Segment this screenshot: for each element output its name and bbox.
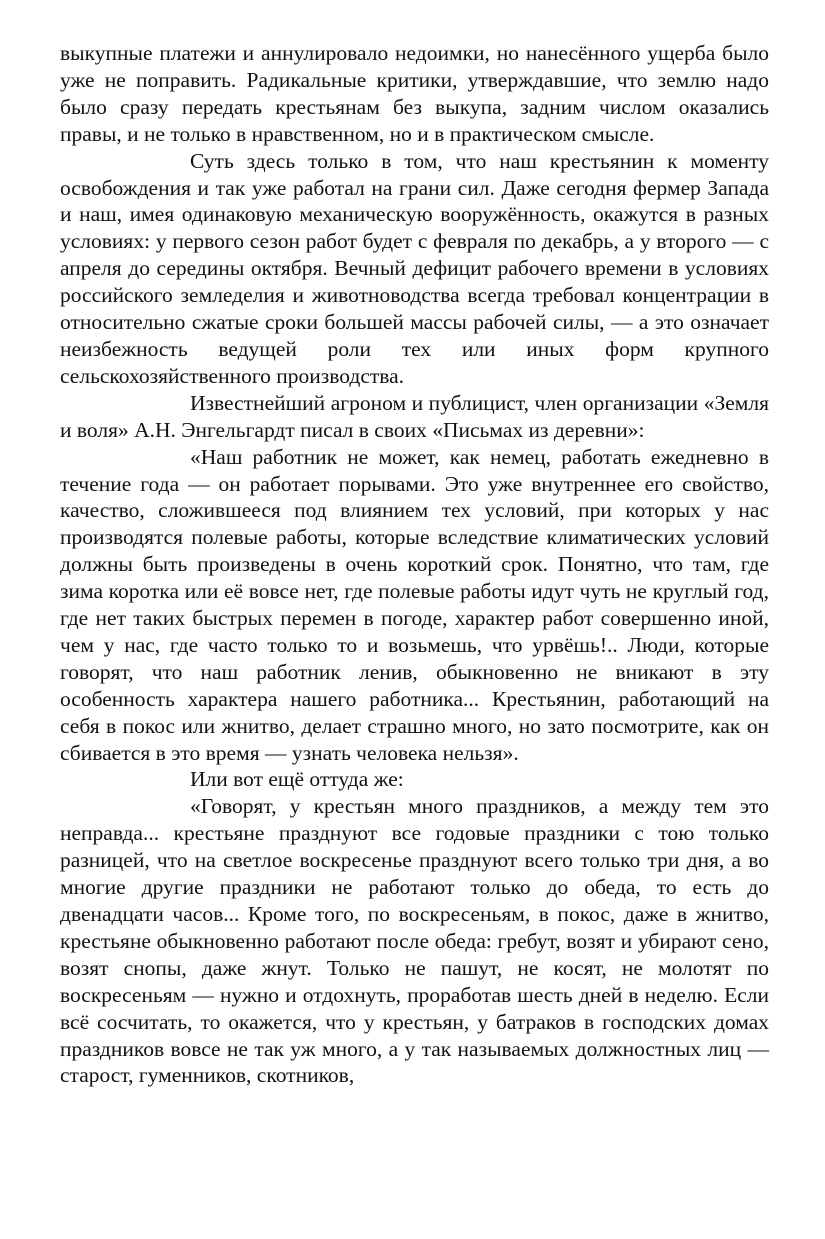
paragraph-1: выкупные платежи и аннулировало недоимки, но нанесённого ущерба было уже не поправить. Радикальные критики, утверждавшие, что землю надо было сразу передать крестьянам без выкупа, задним числом оказались правы, и не только в нравственном, но и в практическом смысле.	[60, 41, 769, 146]
paragraph-2: Суть здесь только в том, что наш крестьянин к моменту освобождения и так уже работал на грани сил. Даже сегодня фермер Запада и наш, имея одинаковую механическую вооружённость, окажутся в разных условиях: у первого сезон работ будет с февраля по декабрь, а у второго — с апреля до середины октября. Вечный дефицит рабочего времени в условиях российского земледелия и животноводства всегда требовал концентрации в относительно сжатые сроки большей массы рабочей силы, — а это означает неизбежность ведущей роли тех или иных форм крупного сельскохозяйственного производства.	[60, 148, 769, 388]
paragraph-3: Известнейший агроном и публицист, член организации «Земля и воля» А.Н. Энгельгардт писал в своих «Письмах из деревни»:	[60, 390, 769, 442]
quote-paragraph-1: «Наш работник не может, как немец, работать ежедневно в течение года — он работает порывами. Это уже внутреннее его свойство, качество, сложившееся под влиянием тех условий, при которых у нас производятся полевые работы, которые вследствие климатических условий должны быть произведены в очень короткий срок. Понятно, что там, где зима коротка или её вовсе нет, где полевые работы идут чуть не круглый год, где нет таких быстрых перемен в погоде, характер работ совершенно иной, чем у нас, где часто только то и возьмешь, что урвёшь!.. Люди, которые говорят, что наш работник ленив, обыкновенно не вникают в эту особенность характера нашего работника... Крестьянин, работающий на себя в покос или жнитво, делает страшно много, но зато посмотрите, как он сбивается в это время — узнать человека нельзя».	[60, 444, 769, 765]
quote-paragraph-2: «Говорят, у крестьян много праздников, а между тем это неправда... крестьяне празднуют все годовые праздники с тою только разницей, что на светлое воскресенье празднуют всего только три дня, а во многие другие праздники не работают только до обеда, то есть до двенадцати часов... Кроме того, по воскресеньям, в покос, даже в жнитво, крестьяне обыкновенно работают после обеда: гребут, возят и убирают сено, возят снопы, даже жнут. Только не пашут, не косят, не молотят по воскресеньям — нужно и отдохнуть, проработав шесть дней в неделю. Если всё сосчитать, то окажется, что у крестьян, у батраков в господских домах праздников вовсе не так уж много, а у так называемых должностных лиц — старост, гуменников, скотников,	[60, 794, 769, 1088]
paragraph-5: Или вот ещё оттуда же:	[190, 767, 404, 792]
